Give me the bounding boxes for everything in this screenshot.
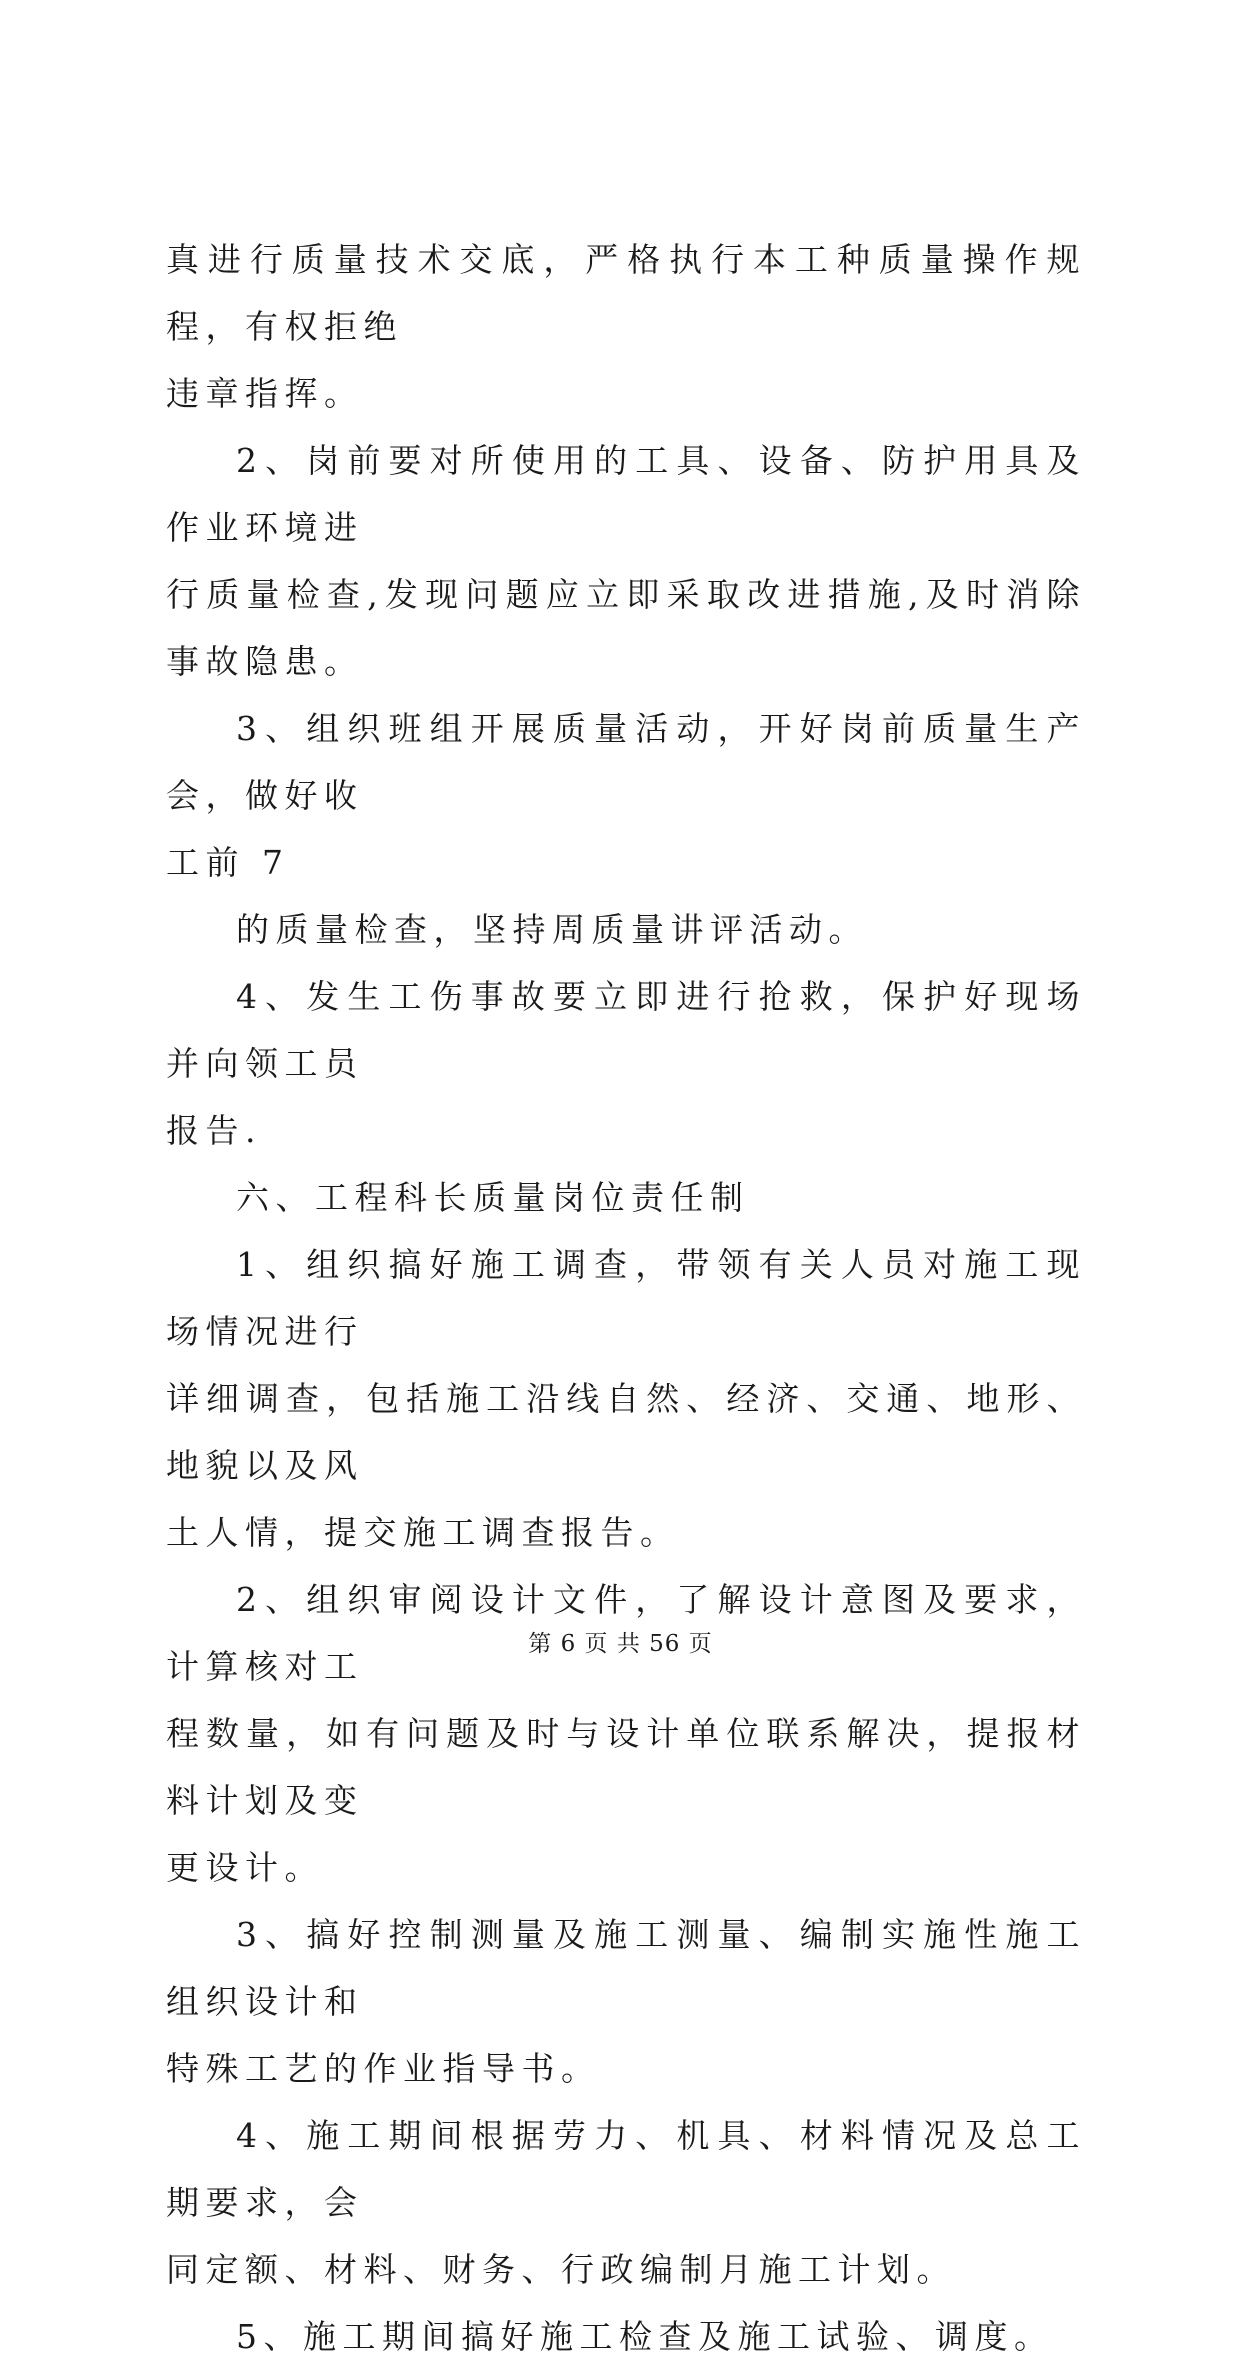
- text-line: 5、施工期间搞好施工检查及施工试验、调度。: [236, 2317, 1054, 2356]
- text-line: 真进行质量技术交底，严格执行本工种质量操作规程，有权拒绝: [166, 240, 1086, 346]
- text-line: 的质量检查，坚持周质量讲评活动。: [236, 910, 868, 949]
- text-line: 工前 7: [166, 843, 290, 882]
- text-line: 2、组织审阅设计文件，了解设计意图及要求，计算核对工: [166, 1580, 1086, 1686]
- paragraph: [166, 2303, 1086, 2370]
- text-line: 程数量，如有问题及时与设计单位联系解决，提报材料计划及变: [166, 1714, 1086, 1820]
- text-line: 更设计。: [166, 1848, 324, 1887]
- paragraph: [166, 2102, 1086, 2303]
- text-line: 4、发生工伤事故要立即进行抢救，保护好现场并向领工员: [166, 977, 1086, 1083]
- document-body: [166, 226, 1086, 2370]
- paragraph: [166, 226, 1086, 427]
- paragraph: [166, 1566, 1086, 1901]
- text-line: 六、工程科长质量岗位责任制: [236, 1178, 750, 1217]
- text-line: 1、组织搞好施工调查，带领有关人员对施工现场情况进行: [166, 1245, 1086, 1351]
- paragraph: [166, 963, 1086, 1164]
- text-line: 详细调查，包括施工沿线自然、经济、交通、地形、地貌以及风: [166, 1379, 1086, 1485]
- paragraph: [166, 896, 1086, 963]
- text-line: 特殊工艺的作业指导书。: [166, 2049, 601, 2088]
- text-line: 2、岗前要对所使用的工具、设备、防护用具及作业环境进: [166, 441, 1086, 547]
- paragraph: [166, 695, 1086, 896]
- text-line: 3、搞好控制测量及施工测量、编制实施性施工组织设计和: [166, 1915, 1086, 2021]
- text-line: 报告.: [166, 1111, 262, 1150]
- text-line: 同定额、材料、财务、行政编制月施工计划。: [166, 2250, 956, 2289]
- paragraph: [166, 1231, 1086, 1566]
- paragraph: [166, 1901, 1086, 2102]
- text-line: 4、施工期间根据劳力、机具、材料情况及总工期要求，会: [166, 2116, 1086, 2222]
- section-heading: [166, 1164, 1086, 1231]
- page-number: 第 6 页 共 56 页: [528, 1631, 713, 1657]
- text-line: 土人情，提交施工调查报告。: [166, 1513, 680, 1552]
- text-line: 违章指挥。: [166, 374, 364, 413]
- text-line: 行质量检查,发现问题应立即采取改进措施,及时消除事故隐患。: [166, 575, 1086, 681]
- text-line: 3、组织班组开展质量活动，开好岗前质量生产会，做好收: [166, 709, 1086, 815]
- paragraph: [166, 427, 1086, 695]
